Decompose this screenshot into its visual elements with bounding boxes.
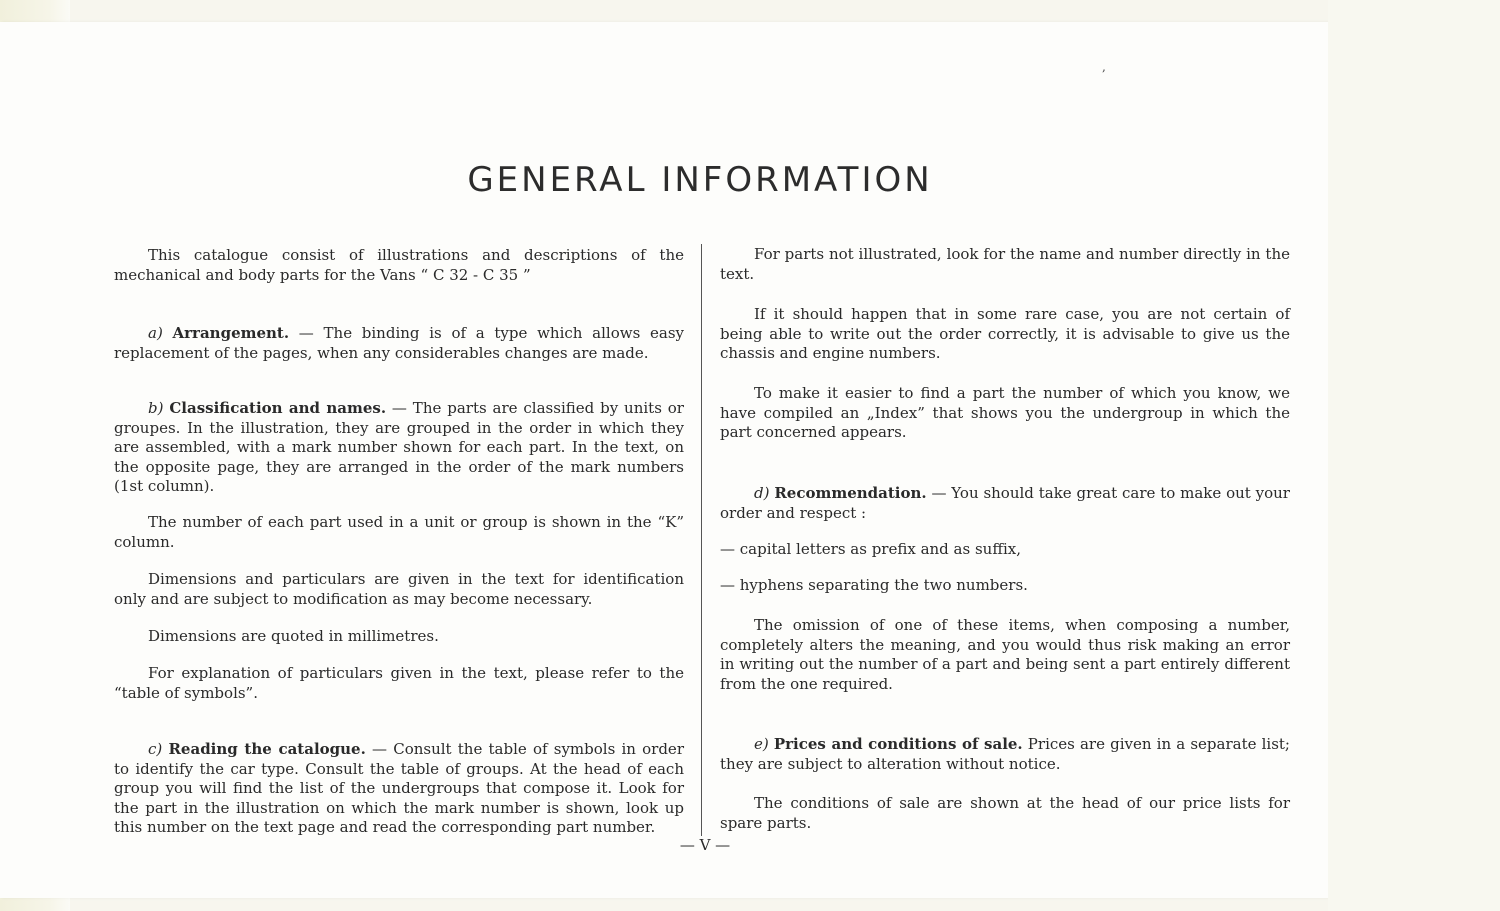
- reading-catalogue-paragraph: [114, 740, 684, 838]
- classification-paragraph: [114, 399, 684, 497]
- k-column-paragraph: The number of each part used in a unit or group is shown in the “K” column.: [114, 513, 684, 551]
- column-divider: [701, 244, 702, 836]
- section-letter-e: e): [754, 735, 769, 753]
- bullet-capital-letters: — capital letters as prefix and as suffix,: [720, 540, 1022, 558]
- recommendation-heading: Recommendation.: [774, 484, 927, 502]
- section-letter-a: a): [148, 324, 163, 342]
- page-title: GENERAL INFORMATION: [467, 160, 933, 200]
- reading-catalogue-text: — Consult the table of symbols in order to identify the car type. Consult the table of groups. At the head of each group you will find the list of the undergroups that compose it. Look for the part in the illustration on which the mark number is shown, look up this number on the text page and read the corresponding part number.: [114, 740, 684, 836]
- arrangement-heading: Arrangement.: [172, 324, 290, 342]
- classification-text: — The parts are classified by units or groupes. In the illustration, they are grouped in the order in which they are assembled, with a mark number shown for each part. In the text, on the opposite page, they are arranged in the order of the mark numbers (1st column).: [114, 399, 684, 495]
- reading-catalogue-heading: Reading the catalogue.: [168, 740, 366, 758]
- explanation-paragraph: For explanation of particulars given in the text, please refer to the “table of symbols”.: [114, 664, 684, 702]
- dimensions-particulars-paragraph: Dimensions and particulars are given in the text for identification only and are subject to modification as may become necessary.: [114, 570, 684, 608]
- omission-paragraph: The omission of one of these items, when composing a number, completely alters the meaning, and you would thus risk making an error in writing out the number of a part and being sent a part entirely different from the one required.: [720, 616, 1290, 693]
- right-column: [720, 0, 1290, 911]
- conditions-paragraph: The conditions of sale are shown at the head of our price lists for spare parts.: [720, 794, 1290, 832]
- index-paragraph: To make it easier to find a part the number of which you know, we have compiled an „Index” that shows you the undergroup in which the part concerned appears.: [720, 384, 1290, 441]
- arrangement-text: — The binding is of a type which allows easy replacement of the pages, when any considerables changes are made.: [114, 324, 684, 362]
- millimetres-paragraph: Dimensions are quoted in millimetres.: [148, 627, 439, 645]
- prices-text: Prices are given in a separate list; they are subject to alteration without notice.: [720, 735, 1290, 773]
- page-number: — V —: [679, 836, 731, 854]
- prices-heading: Prices and conditions of sale.: [773, 735, 1023, 753]
- intro-paragraph: This catalogue consist of illustrations and descriptions of the mechanical and body parts for the Vans “ C 32 - C 35 ”: [114, 246, 684, 284]
- arrangement-paragraph: [114, 324, 684, 363]
- bullet-hyphens: — hyphens separating the two numbers.: [720, 576, 1028, 594]
- recommendation-paragraph: [720, 484, 1290, 523]
- section-letter-c: c): [148, 740, 163, 758]
- left-column: [114, 0, 684, 911]
- page-right-margin: [1328, 0, 1500, 911]
- stray-mark: ,: [1102, 60, 1106, 74]
- not-certain-paragraph: If it should happen that in some rare case, you are not certain of being able to write out the order correctly, it is advisable to give us the chassis and engine numbers.: [720, 305, 1290, 362]
- recommendation-text: — You should take great care to make out your order and respect :: [720, 484, 1290, 522]
- not-illustrated-paragraph: For parts not illustrated, look for the name and number directly in the text.: [720, 245, 1290, 283]
- prices-paragraph: [720, 735, 1290, 774]
- classification-heading: Classification and names.: [169, 399, 387, 417]
- section-letter-b: b): [148, 399, 164, 417]
- section-letter-d: d): [754, 484, 770, 502]
